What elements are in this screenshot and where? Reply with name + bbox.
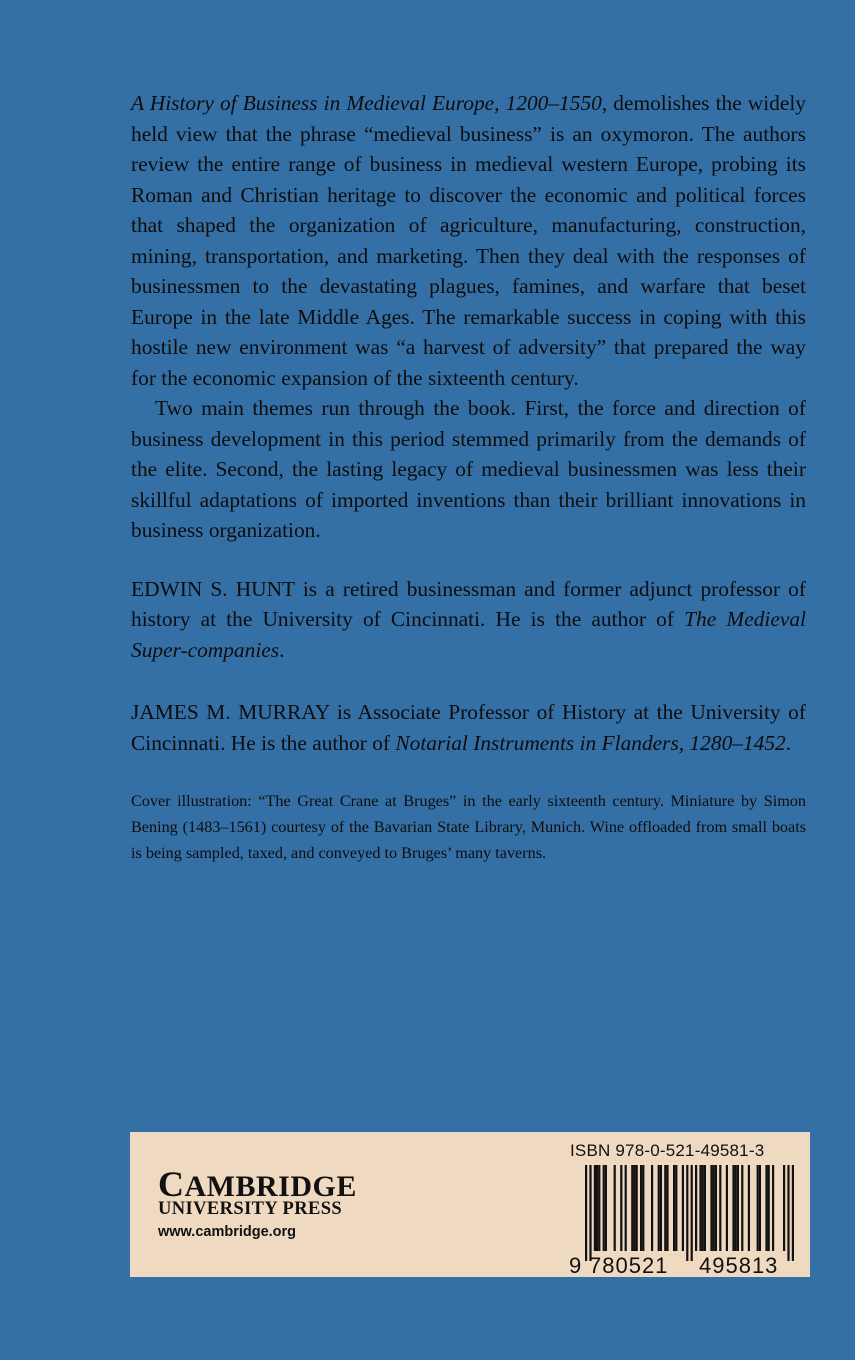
barcode-bar (737, 1165, 739, 1251)
description-text-1: , demolishes the widely held view that the phrase “medieval business” is an oxymoron. The authors review the entire range of business in medieval western Europe, probing its Roman and Christian heritage to discover the economic and political forces that shaped the organization of agriculture, manufacturing, construction, mining, transportation, and marketing. Then they deal with the responses of businessmen to the devastating plagues, famines, and warfare that beset Europe in the late Middle Ages. The remarkable success in coping with this hostile new environment was “a harvest of adversity” that prepared the way for the economic expansion of the sixteenth century. (131, 91, 806, 390)
barcode-bar (787, 1165, 789, 1261)
barcode-bar (658, 1165, 660, 1251)
barcode-bar (713, 1165, 715, 1251)
author-bio-murray (131, 697, 806, 758)
barcode-bar (732, 1165, 734, 1251)
logo-rest: AMBRIDGE (184, 1170, 357, 1203)
barcode-bar (666, 1165, 668, 1251)
author-work: The Medieval Super-companies (131, 607, 806, 662)
barcode-bar (768, 1165, 770, 1251)
barcode-bar (642, 1165, 644, 1251)
barcode-bar (636, 1165, 638, 1251)
barcode-bar (605, 1165, 607, 1251)
barcode-bar (596, 1165, 598, 1251)
publisher-url: www.cambridge.org (158, 1224, 297, 1240)
barcode-bar (702, 1165, 704, 1251)
author-name: EDWIN S. HUNT (131, 576, 295, 601)
barcode-bar (704, 1165, 706, 1251)
barcode (567, 1165, 807, 1277)
isbn-label: ISBN 978-0-521-49581-3 (570, 1141, 765, 1160)
barcode-digit-lead: 9 (569, 1253, 582, 1277)
barcode-bar (710, 1165, 712, 1251)
barcode-bar (783, 1165, 785, 1251)
author-name: JAMES M. MURRAY (131, 700, 330, 724)
author-bio-text: is Associate Professor of History at the University of Cincinnati. He is the author of (131, 700, 806, 755)
back-cover-copy (131, 88, 806, 866)
barcode-bar (614, 1165, 616, 1251)
logo-initial: C (158, 1164, 185, 1204)
cover-illustration-caption: Cover illustration: “The Great Crane at Bruges” in the early sixteenth century. Miniature by Simon Bening (1483–1561) courtesy of the Bavarian State Library, Munich. Wine offloaded from small boats is being sampled, taxed, and conveyed to Bruges’ many taverns. (131, 792, 806, 862)
barcode-bar (741, 1165, 743, 1251)
barcode-bar (660, 1165, 662, 1251)
barcode-bar (620, 1165, 622, 1251)
barcode-bar (675, 1165, 677, 1251)
barcode-bar (585, 1165, 587, 1261)
bio-end: . (785, 730, 792, 755)
barcode-digits-left: 780521 (589, 1253, 669, 1277)
barcode-bar (748, 1165, 750, 1251)
publisher-panel (130, 1132, 810, 1277)
barcode-bar (631, 1165, 633, 1251)
barcode-bar (633, 1165, 635, 1251)
barcode-digits-right: 495813 (699, 1253, 779, 1277)
book-title: A History of Business in Medieval Europe, 1200–1550 (131, 91, 602, 115)
description-paragraph-1 (131, 88, 806, 393)
barcode-bar (759, 1165, 761, 1251)
publisher-subtitle: UNIVERSITY PRESS (158, 1199, 343, 1219)
barcode-bar (589, 1165, 591, 1261)
barcode-bar (719, 1165, 721, 1251)
barcode-bar (603, 1165, 605, 1251)
barcode-bar (598, 1165, 600, 1251)
author-work: Notarial Instruments in Flanders, 1280–1452 (395, 730, 786, 755)
barcode-bar (715, 1165, 717, 1251)
barcode-bar (682, 1165, 684, 1251)
barcode-bar (699, 1165, 701, 1251)
barcode-bar (792, 1165, 794, 1261)
barcode-bar (686, 1165, 688, 1261)
barcode-bar (726, 1165, 728, 1251)
barcode-bar (664, 1165, 666, 1251)
barcode-bar (640, 1165, 642, 1251)
barcode-bar (651, 1165, 653, 1251)
barcode-bar (757, 1165, 759, 1251)
author-bio-hunt (131, 574, 806, 666)
barcode-bar (765, 1165, 767, 1251)
barcode-bar (772, 1165, 774, 1251)
author-bio-text: is a retired businessman and former adjunct professor of history at the University of Cincinnati. He is the author of (131, 576, 806, 631)
barcode-bar (695, 1165, 697, 1251)
barcode-bar (735, 1165, 737, 1251)
bio-end: . (279, 637, 285, 662)
barcode-bar (625, 1165, 627, 1251)
barcode-bar (691, 1165, 693, 1261)
barcode-bar (673, 1165, 675, 1251)
barcode-bar (594, 1165, 596, 1251)
description-paragraph-2: Two main themes run through the book. First, the force and direction of business development in this period stemmed primarily from the demands of the elite. Second, the lasting legacy of medieval businessmen was less their skillful adaptations of imported inventions than their brilliant innovations in business organization. (131, 396, 806, 542)
